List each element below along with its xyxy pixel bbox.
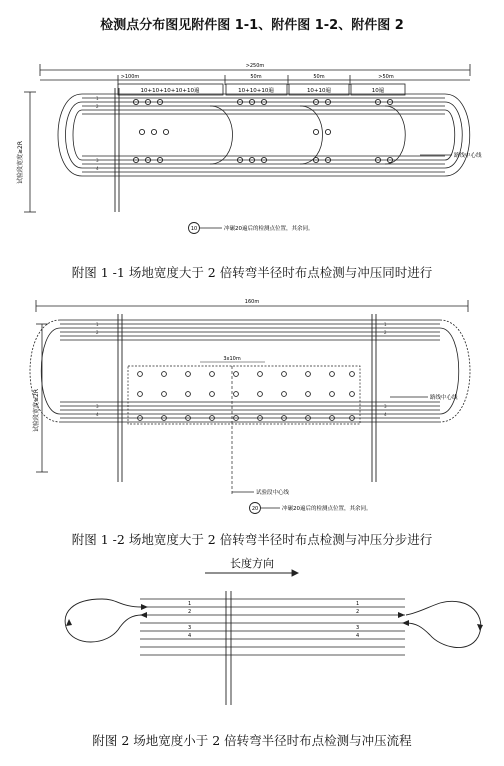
svg-text:4: 4 bbox=[384, 412, 387, 417]
fig1-total-length: >250m bbox=[245, 63, 265, 69]
fig1-centerline-label: 路线中心线 bbox=[454, 153, 482, 159]
fig1-pass-4: 10遍 bbox=[371, 88, 385, 94]
lane-left-1: 1 bbox=[188, 601, 192, 607]
fig2-legend-text: 冲碾20遍后的检测点位置，其余同。 bbox=[282, 506, 372, 512]
figure-1-1-diagram bbox=[0, 52, 504, 252]
lane-left-4: 4 bbox=[188, 633, 192, 639]
fig1-pass-1: 10+10+10+10+10遍 bbox=[140, 88, 200, 94]
fig2-total-length: 160m bbox=[244, 299, 260, 305]
svg-text:2: 2 bbox=[96, 330, 99, 335]
fig2-section-centerline-label: 试验段中心线 bbox=[256, 490, 290, 496]
fig1-segment-3: 50m bbox=[313, 74, 325, 80]
svg-text:3: 3 bbox=[384, 404, 387, 409]
lane-right-2: 2 bbox=[356, 609, 360, 615]
lane-right-3: 3 bbox=[356, 625, 360, 631]
fig2-centerline-label: 路线中心线 bbox=[430, 395, 458, 401]
lane-right-1: 1 bbox=[356, 601, 360, 607]
page-title: 检测点分布图见附件图 1-1、附件图 1-2、附件图 2 bbox=[100, 18, 404, 33]
svg-text:1: 1 bbox=[96, 96, 99, 101]
figure-1-1-caption: 附图 1 -1 场地宽度大于 2 倍转弯半径时布点检测与冲压同时进行 bbox=[71, 265, 433, 280]
svg-text:1: 1 bbox=[384, 322, 387, 327]
fig1-pass-3: 10+10遍 bbox=[306, 88, 332, 94]
fig2-legend-symbol: 20 bbox=[251, 506, 259, 512]
figure-1-2-diagram bbox=[0, 294, 504, 524]
fig1-segment-2: 50m bbox=[250, 74, 262, 80]
figure-2-diagram bbox=[0, 555, 504, 715]
lane-left-3: 3 bbox=[188, 625, 192, 631]
svg-text:3: 3 bbox=[96, 158, 99, 163]
fig1-width-label: 试验段宽度≥2R bbox=[17, 140, 24, 184]
fig1-legend-symbol: 10 bbox=[190, 226, 198, 232]
lane-right-4: 4 bbox=[356, 633, 360, 639]
lane-left-2: 2 bbox=[188, 609, 192, 615]
svg-text:4: 4 bbox=[96, 166, 99, 171]
fig1-legend-text: 冲碾20遍后的检测点位置，其余同。 bbox=[224, 226, 314, 232]
svg-text:4: 4 bbox=[96, 412, 99, 417]
fig1-segment-1: >100m bbox=[120, 74, 140, 80]
fig2-grid-spacing: 3x10m bbox=[223, 356, 241, 362]
svg-text:2: 2 bbox=[96, 104, 99, 109]
fig1-segment-4: >50m bbox=[378, 74, 394, 80]
direction-label: 长度方向 bbox=[230, 557, 274, 570]
svg-text:2: 2 bbox=[384, 330, 387, 335]
svg-text:1: 1 bbox=[96, 322, 99, 327]
svg-text:3: 3 bbox=[96, 404, 99, 409]
figure-1-2-caption: 附图 1 -2 场地宽度大于 2 倍转弯半径时布点检测与冲压分步进行 bbox=[71, 532, 433, 547]
figure-2-caption: 附图 2 场地宽度小于 2 倍转弯半径时布点检测与冲压流程 bbox=[92, 733, 412, 748]
fig2-width-label: 试验段宽度≥2R bbox=[33, 388, 40, 432]
fig1-pass-2: 10+10+10遍 bbox=[238, 88, 274, 94]
